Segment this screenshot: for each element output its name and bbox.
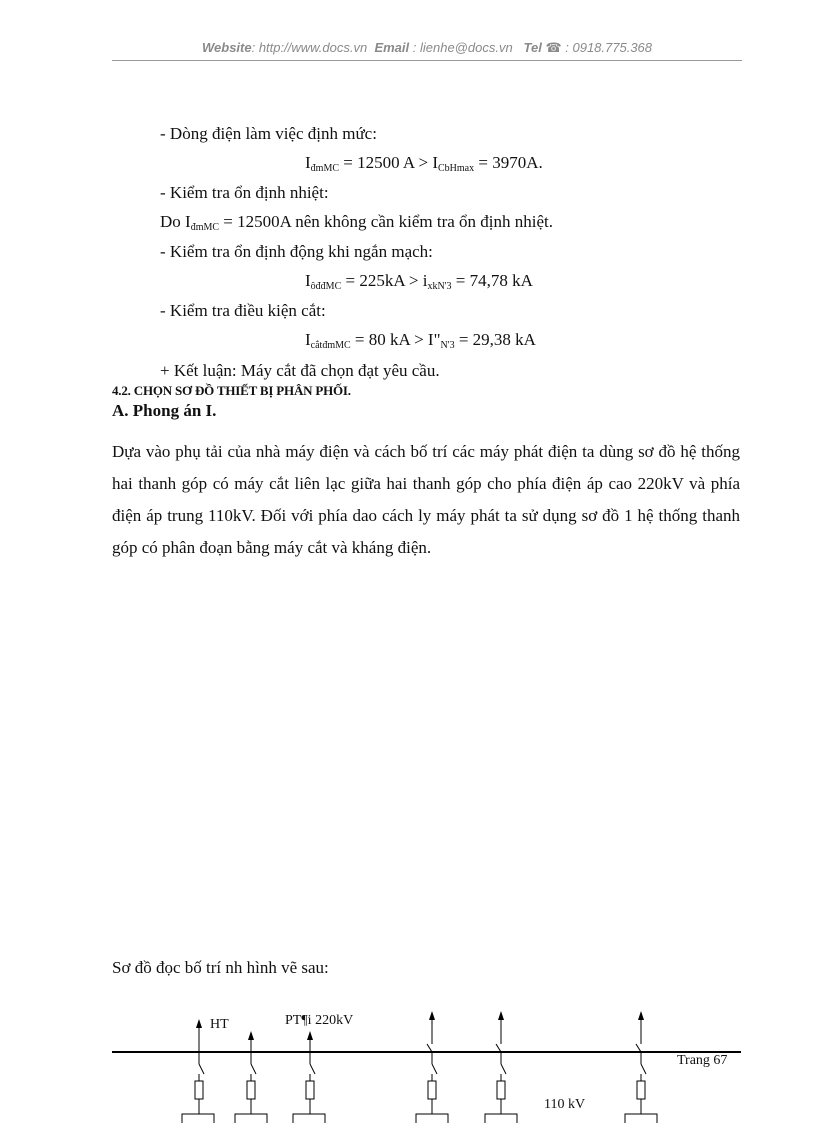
- feeder-pt-220kv: [293, 1031, 325, 1123]
- website-label: Website: [201, 40, 252, 55]
- rated-current-heading: - Dòng điện làm việc định mức:: [160, 124, 377, 143]
- body-paragraph: Dựa vào phụ tải của nhà máy điện và cách bố trí các máy phát điện ta dùng sơ đồ hệ thống hai thanh góp có máy cắt liên lạc giữa hai thanh góp cho phía điện áp cao 220kV và phía điện áp trung 110kV. Đối với phía dao cách ly máy phát ta sử dụng sơ đồ 1 hệ thống thanh góp có phân đoạn bằng máy cắt và kháng điện.: [112, 442, 740, 557]
- section-heading: 4.2. CHỌN SƠ ĐỒ THIẾT BỊ PHÂN PHỐI.: [112, 383, 351, 398]
- feeder-ht: [182, 1019, 214, 1123]
- conclusion-text: + Kết luận: Máy cắt đã chọn đạt yêu cầu.: [160, 361, 440, 380]
- rated-current-formula: $I_{đmMC} = 12500$ $A > I_{CbHmax} = 3970A$.: [305, 153, 543, 174]
- breaking-check-formula: $I_{cắtđmMC} = 80$ kA > $I"_{N'3} = 29,38$ kA: [305, 330, 536, 351]
- diagram-caption: Sơ đồ đọc bố trí nh hình vẽ sau:: [112, 958, 329, 977]
- feeder-6: [625, 1011, 657, 1123]
- feeder-5: [485, 1011, 517, 1123]
- website-value: : http://www.docs.vn: [251, 40, 368, 55]
- label-pt-220kv: PT¶i 220kV: [285, 1013, 354, 1028]
- thermal-check-text: Do $I_{đmMC} = 12500A$ nên không cần kiểm tra ổn định nhiệt.: [160, 212, 553, 233]
- page-number: Trang 67: [677, 1053, 728, 1068]
- subsection-heading: A. Phong án I.: [112, 401, 217, 420]
- feeder-2: [235, 1031, 267, 1123]
- email-label: Email: [374, 40, 410, 55]
- email-value: : lienhe@docs.vn: [412, 40, 513, 55]
- breaking-check-heading: - Kiểm tra điều kiện cắt:: [160, 301, 326, 320]
- tel-label: Tel: [523, 40, 542, 55]
- tel-value: ☎ : 0918.775.368: [545, 40, 653, 55]
- label-ht: HT: [210, 1017, 229, 1032]
- dynamic-check-formula: $I_{ôđđMC} = 225kA > i_{xkN'3} = 74,78$ kA: [305, 271, 533, 292]
- feeder-4: [416, 1011, 448, 1123]
- label-110kv: 110 kV: [544, 1097, 586, 1112]
- dynamic-check-heading: - Kiểm tra ổn định động khi ngắn mạch:: [160, 242, 433, 261]
- thermal-check-heading: - Kiểm tra ổn định nhiệt:: [160, 183, 329, 202]
